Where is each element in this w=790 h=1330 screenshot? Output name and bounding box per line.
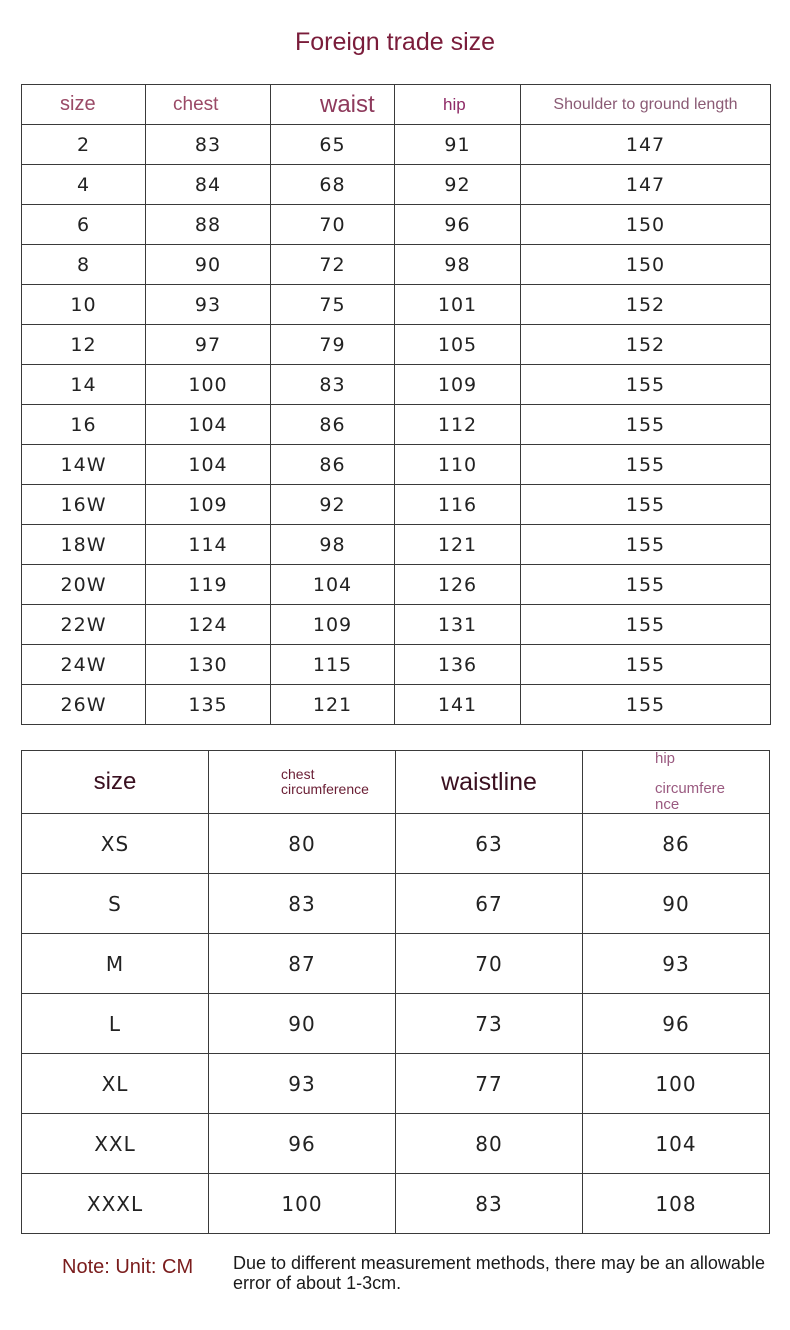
table-row: [22, 934, 770, 994]
table-cell: 79: [271, 325, 395, 365]
table-cell: 109: [146, 485, 271, 525]
table-row: [22, 405, 771, 445]
table-cell: 130: [146, 645, 271, 685]
table-cell: 8: [22, 245, 146, 285]
table-row: [22, 1114, 770, 1174]
table-cell: 98: [271, 525, 395, 565]
table-cell: XS: [22, 814, 209, 874]
table-cell: 90: [209, 994, 396, 1054]
table-cell: 93: [583, 934, 770, 994]
table-cell: XXL: [22, 1114, 209, 1174]
table-row: [22, 1174, 770, 1234]
header-chest-circumference: chest circumference: [209, 751, 396, 814]
table-row: [22, 814, 770, 874]
table2-header-row: [22, 751, 770, 814]
table-cell: 10: [22, 285, 146, 325]
table-row: [22, 1054, 770, 1114]
table-cell: 92: [271, 485, 395, 525]
header-hip: hip: [395, 85, 521, 125]
table-cell: 155: [521, 645, 771, 685]
table-row: [22, 245, 771, 285]
table-cell: 121: [395, 525, 521, 565]
table-cell: 80: [209, 814, 396, 874]
table-cell: 104: [271, 565, 395, 605]
table-cell: 90: [146, 245, 271, 285]
table-cell: 83: [396, 1174, 583, 1234]
table-cell: 155: [521, 365, 771, 405]
table-cell: 67: [396, 874, 583, 934]
table-cell: 126: [395, 565, 521, 605]
table-cell: 104: [146, 445, 271, 485]
table-cell: 100: [209, 1174, 396, 1234]
table-cell: 155: [521, 485, 771, 525]
table-cell: 22W: [22, 605, 146, 645]
table-cell: 93: [209, 1054, 396, 1114]
table-cell: 18W: [22, 525, 146, 565]
table-row: [22, 525, 771, 565]
table-cell: 121: [271, 685, 395, 725]
table-cell: S: [22, 874, 209, 934]
page-title: Foreign trade size: [294, 28, 496, 56]
table-cell: 83: [271, 365, 395, 405]
table-cell: 112: [395, 405, 521, 445]
table-row: [22, 285, 771, 325]
table-cell: 116: [395, 485, 521, 525]
table-cell: 12: [22, 325, 146, 365]
table-cell: 92: [395, 165, 521, 205]
table-row: [22, 205, 771, 245]
table1-header-row: [22, 85, 771, 125]
table-cell: 101: [395, 285, 521, 325]
table-row: [22, 365, 771, 405]
table-cell: 88: [146, 205, 271, 245]
size-table-foreign: [21, 84, 771, 725]
table-cell: 110: [395, 445, 521, 485]
table-cell: 86: [583, 814, 770, 874]
table-cell: 150: [521, 205, 771, 245]
table-cell: 2: [22, 125, 146, 165]
table-row: [22, 485, 771, 525]
table-cell: 72: [271, 245, 395, 285]
table-cell: 147: [521, 125, 771, 165]
table-cell: 14: [22, 365, 146, 405]
table-cell: 105: [395, 325, 521, 365]
table-cell: 98: [395, 245, 521, 285]
table-cell: 87: [209, 934, 396, 994]
header-size: size: [22, 751, 209, 814]
table-cell: 100: [583, 1054, 770, 1114]
table-cell: 24W: [22, 645, 146, 685]
table-cell: 155: [521, 685, 771, 725]
table-cell: 135: [146, 685, 271, 725]
table-cell: 104: [583, 1114, 770, 1174]
table-cell: 115: [271, 645, 395, 685]
header-hip-line2: circumfere nce: [655, 780, 726, 813]
size-table-letter: [21, 750, 770, 1234]
table-row: [22, 645, 771, 685]
table-cell: 100: [146, 365, 271, 405]
table-cell: 96: [395, 205, 521, 245]
table-cell: 114: [146, 525, 271, 565]
table-cell: 141: [395, 685, 521, 725]
table-row: [22, 994, 770, 1054]
table-cell: 131: [395, 605, 521, 645]
table-cell: 109: [271, 605, 395, 645]
table-cell: 150: [521, 245, 771, 285]
table-cell: 75: [271, 285, 395, 325]
table-cell: L: [22, 994, 209, 1054]
table-cell: 16: [22, 405, 146, 445]
table-cell: 80: [396, 1114, 583, 1174]
table-cell: 147: [521, 165, 771, 205]
header-size: size: [22, 85, 146, 125]
table-cell: 152: [521, 285, 771, 325]
table-cell: 155: [521, 445, 771, 485]
table-cell: 108: [583, 1174, 770, 1234]
table-cell: 63: [396, 814, 583, 874]
table-cell: 91: [395, 125, 521, 165]
table-cell: XXXL: [22, 1174, 209, 1234]
table-cell: 68: [271, 165, 395, 205]
table-cell: 70: [396, 934, 583, 994]
table-cell: 77: [396, 1054, 583, 1114]
header-hip-circumference: [583, 751, 770, 814]
table-cell: 83: [146, 125, 271, 165]
table-cell: 4: [22, 165, 146, 205]
header-hip-line1: hip: [655, 750, 676, 767]
table-cell: 73: [396, 994, 583, 1054]
table-cell: 83: [209, 874, 396, 934]
table-cell: 16W: [22, 485, 146, 525]
header-waist: waist: [271, 85, 395, 125]
table-cell: 124: [146, 605, 271, 645]
table-row: [22, 325, 771, 365]
table-cell: 86: [271, 445, 395, 485]
table-cell: 93: [146, 285, 271, 325]
table-cell: 109: [395, 365, 521, 405]
table-cell: 155: [521, 525, 771, 565]
table-cell: 119: [146, 565, 271, 605]
table-cell: 155: [521, 405, 771, 445]
note-label: Note: Unit: CM: [62, 1256, 194, 1278]
table-cell: 86: [271, 405, 395, 445]
table-cell: 84: [146, 165, 271, 205]
table-cell: 136: [395, 645, 521, 685]
table-cell: 90: [583, 874, 770, 934]
table-row: [22, 165, 771, 205]
table-cell: 152: [521, 325, 771, 365]
table-cell: XL: [22, 1054, 209, 1114]
note-text: Due to different measurement methods, there may be an allowable error of about 1-3cm.: [233, 1253, 765, 1293]
table-cell: 155: [521, 565, 771, 605]
table-row: [22, 874, 770, 934]
table-cell: 6: [22, 205, 146, 245]
table-row: [22, 565, 771, 605]
header-waistline: waistline: [396, 751, 583, 814]
table-cell: 155: [521, 605, 771, 645]
table-cell: 20W: [22, 565, 146, 605]
table-cell: 97: [146, 325, 271, 365]
table-row: [22, 445, 771, 485]
table-cell: M: [22, 934, 209, 994]
header-shoulder-to-ground: Shoulder to ground length: [521, 85, 771, 125]
table-cell: 65: [271, 125, 395, 165]
table-row: [22, 605, 771, 645]
table-cell: 26W: [22, 685, 146, 725]
table-cell: 14W: [22, 445, 146, 485]
table-row: [22, 685, 771, 725]
header-chest: chest: [146, 85, 271, 125]
table-cell: 104: [146, 405, 271, 445]
table-cell: 70: [271, 205, 395, 245]
table-cell: 96: [583, 994, 770, 1054]
table-cell: 96: [209, 1114, 396, 1174]
table-row: [22, 125, 771, 165]
